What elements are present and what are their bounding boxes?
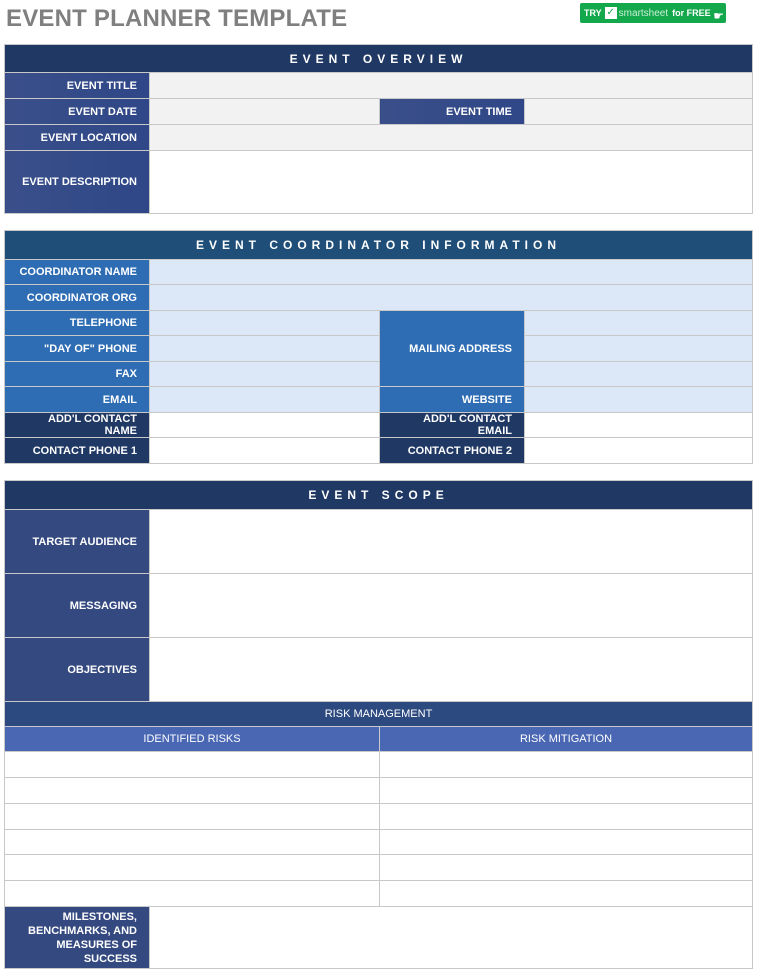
hand-cursor-icon: ☛ bbox=[713, 9, 724, 23]
risk-cell[interactable] bbox=[5, 830, 380, 855]
event-date-field[interactable] bbox=[150, 99, 380, 125]
contact-phone-1-field[interactable] bbox=[150, 438, 380, 464]
mitigation-cell[interactable] bbox=[380, 855, 753, 881]
risk-cell[interactable] bbox=[5, 804, 380, 830]
contact-phone-2-label: CONTACT PHONE 2 bbox=[380, 438, 525, 464]
event-title-label: EVENT TITLE bbox=[5, 73, 150, 99]
try-smartsheet-button[interactable] bbox=[580, 3, 726, 23]
mailing-address-line-1[interactable] bbox=[525, 311, 753, 336]
event-overview-section bbox=[4, 44, 752, 214]
coordinator-name-field[interactable] bbox=[150, 260, 753, 285]
addl-contact-name-field[interactable] bbox=[150, 413, 380, 438]
event-time-label: EVENT TIME bbox=[380, 99, 525, 125]
event-title-field[interactable] bbox=[150, 73, 753, 99]
event-overview-header: EVENT OVERVIEW bbox=[5, 45, 753, 73]
coordinator-header: EVENT COORDINATOR INFORMATION bbox=[5, 231, 753, 260]
contact-phone-2-field[interactable] bbox=[525, 438, 753, 464]
milestones-label: MILESTONES, BENCHMARKS, AND MEASURES OF SUCCESS bbox=[5, 907, 150, 969]
event-location-label: EVENT LOCATION bbox=[5, 125, 150, 151]
email-label: EMAIL bbox=[5, 387, 150, 413]
addl-contact-name-label: ADD'L CONTACT NAME bbox=[5, 413, 150, 438]
risk-cell[interactable] bbox=[5, 855, 380, 881]
mitigation-cell[interactable] bbox=[380, 778, 753, 804]
risk-mitigation-header: RISK MITIGATION bbox=[380, 727, 753, 752]
milestones-field[interactable] bbox=[150, 907, 753, 969]
mailing-address-line-2[interactable] bbox=[525, 336, 753, 362]
mailing-address-label: MAILING ADDRESS bbox=[380, 311, 525, 387]
checkmark-icon: ✓ bbox=[606, 7, 615, 18]
risk-management-header: RISK MANAGEMENT bbox=[5, 702, 753, 727]
event-description-field[interactable] bbox=[150, 151, 753, 214]
fax-field[interactable] bbox=[150, 362, 380, 387]
objectives-label: OBJECTIVES bbox=[5, 638, 150, 702]
target-audience-label: TARGET AUDIENCE bbox=[5, 510, 150, 574]
fax-label: FAX bbox=[5, 362, 150, 387]
event-time-field[interactable] bbox=[525, 99, 753, 125]
try-label: TRY bbox=[584, 8, 602, 18]
coordinator-name-label: COORDINATOR NAME bbox=[5, 260, 150, 285]
coordinator-org-label: COORDINATOR ORG bbox=[5, 285, 150, 311]
addl-contact-email-label: ADD'L CONTACT EMAIL bbox=[380, 413, 525, 438]
event-scope-section bbox=[4, 480, 752, 969]
identified-risks-header: IDENTIFIED RISKS bbox=[5, 727, 380, 752]
email-field[interactable] bbox=[150, 387, 380, 413]
coordinator-section bbox=[4, 230, 752, 464]
contact-phone-1-label: CONTACT PHONE 1 bbox=[5, 438, 150, 464]
risk-cell[interactable] bbox=[5, 752, 380, 778]
target-audience-field[interactable] bbox=[150, 510, 753, 574]
mitigation-cell[interactable] bbox=[380, 804, 753, 830]
messaging-field[interactable] bbox=[150, 574, 753, 638]
day-of-phone-label: "DAY OF" PHONE bbox=[5, 336, 150, 362]
website-label: WEBSITE bbox=[380, 387, 525, 413]
objectives-field[interactable] bbox=[150, 638, 753, 702]
event-date-label: EVENT DATE bbox=[5, 99, 150, 125]
coordinator-org-field[interactable] bbox=[150, 285, 753, 311]
telephone-label: TELEPHONE bbox=[5, 311, 150, 336]
event-description-label: EVENT DESCRIPTION bbox=[5, 151, 150, 214]
mitigation-cell[interactable] bbox=[380, 881, 753, 907]
page-title: EVENT PLANNER TEMPLATE bbox=[6, 5, 348, 32]
risk-cell[interactable] bbox=[5, 881, 380, 907]
event-scope-header: EVENT SCOPE bbox=[5, 481, 753, 510]
smartsheet-brand: smartsheet bbox=[618, 7, 669, 19]
mitigation-cell[interactable] bbox=[380, 830, 753, 855]
risk-cell[interactable] bbox=[5, 778, 380, 804]
mailing-address-line-3[interactable] bbox=[525, 362, 753, 387]
mitigation-cell[interactable] bbox=[380, 752, 753, 778]
addl-contact-email-field[interactable] bbox=[525, 413, 753, 438]
telephone-field[interactable] bbox=[150, 311, 380, 336]
for-free-label: for FREE bbox=[672, 8, 711, 18]
event-location-field[interactable] bbox=[150, 125, 753, 151]
day-of-phone-field[interactable] bbox=[150, 336, 380, 362]
messaging-label: MESSAGING bbox=[5, 574, 150, 638]
website-field[interactable] bbox=[525, 387, 753, 413]
